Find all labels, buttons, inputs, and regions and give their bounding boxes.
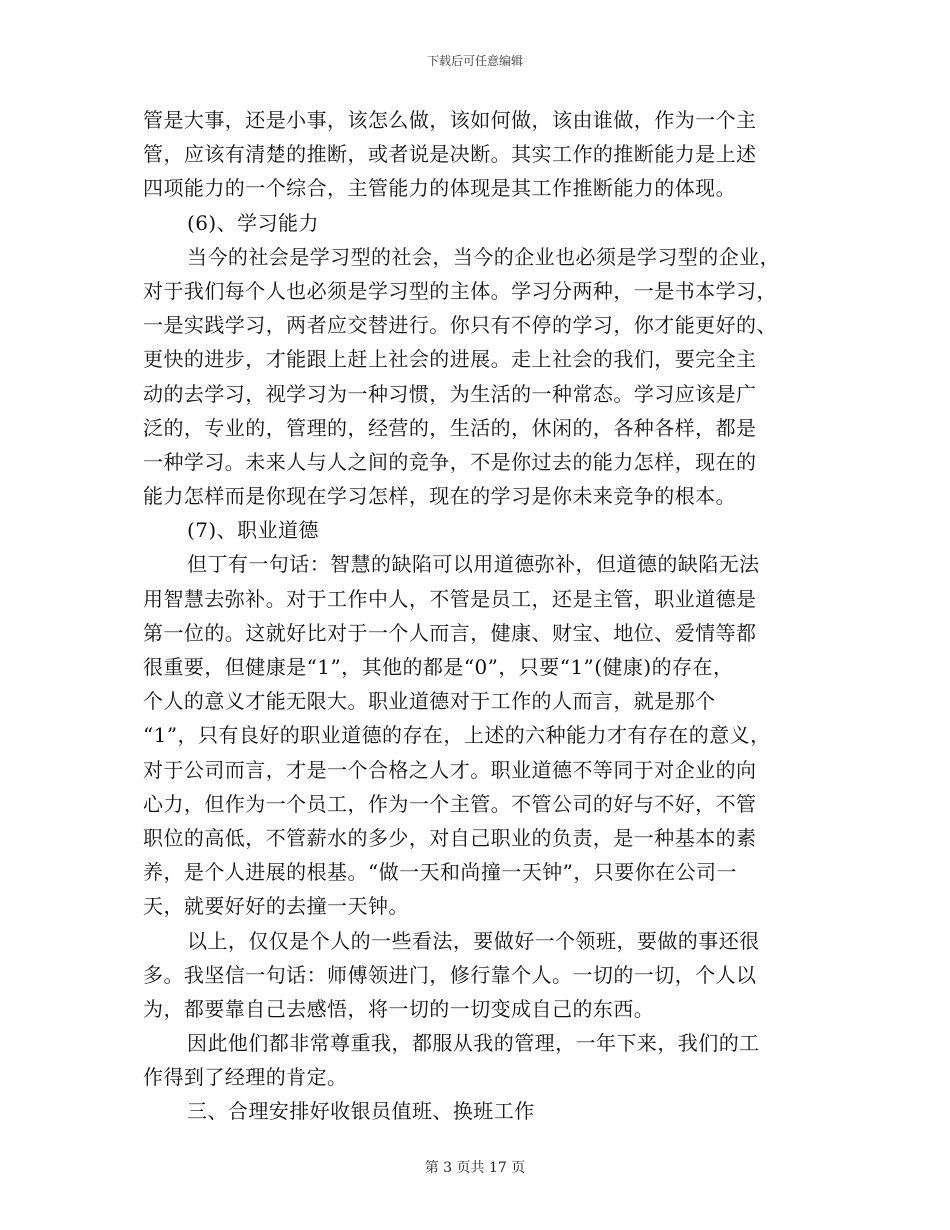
- text-line: 用智慧去弥补。对于工作中人，不管是员工，还是主管，职业道德是: [143, 586, 757, 611]
- text-line: 很重要，但健康是“1”，其他的都是“0”，只要“1”(健康)的存在，: [143, 655, 734, 679]
- document-body: [143, 103, 823, 1129]
- text-line: 第一位的。这就好比对于一个人而言，健康、财宝、地位、爱情等都: [143, 620, 757, 645]
- text-line: 作得到了经理的肯定。: [143, 1065, 348, 1090]
- text-line: 更快的进步，才能跟上赶上社会的进展。走上社会的我们，要完全主: [143, 347, 757, 372]
- text-line: 个人的意义才能无限大。职业道德对于工作的人而言，就是那个: [143, 689, 716, 714]
- page-footer: 第 3 页共 17 页: [424, 1160, 526, 1176]
- text-line: 管是大事，还是小事，该怎么做，该如何做，该由谁做，作为一个主: [143, 108, 757, 132]
- text-line: 以上，仅仅是个人的一些看法，要做好一个领班，要做的事还很: [187, 928, 760, 953]
- section-heading: 三、合理安排好收银员值班、换班工作: [187, 1099, 535, 1124]
- text-line: 动的去学习，视学习为一种习惯，为生活的一种常态。学习应该是广: [143, 381, 757, 406]
- text-line: “1”，只有良好的职业道德的存在，上述的六种能力才有存在的意义，: [143, 723, 771, 748]
- text-line: 泛的，专业的，管理的，经营的，生活的，休闲的，各种各样，都是: [143, 415, 757, 440]
- text-line: 对于我们每个人也必须是学习型的主体。学习分两种，一是书本学习，: [143, 278, 777, 303]
- text-line: 对于公司而言，才是一个合格之人才。职业道德不等同于对企业的向: [143, 757, 757, 782]
- text-line: 当今的社会是学习型的社会，当今的企业也必须是学习型的企业，: [187, 244, 781, 269]
- section-heading: (6)、学习能力: [187, 210, 319, 235]
- text-line: 一种学习。未来人与人之间的竞争，不是你过去的能力怎样，现在的: [143, 449, 757, 474]
- text-line: 职位的高低，不管薪水的多少，对自己职业的负责，是一种基本的素: [143, 825, 757, 850]
- text-line: 管，应该有清楚的推断，或者说是决断。其实工作的推断能力是上述: [143, 142, 757, 167]
- page-header: 下载后可任意编辑: [426, 54, 523, 68]
- text-line: 多。我坚信一句话：师傅领进门，修行靠个人。一切的一切，个人以: [143, 962, 757, 987]
- section-heading: (7)、职业道德: [187, 518, 319, 543]
- text-line: 养，是个人进展的根基。“做一天和尚撞一天钟”，只要你在公司一: [143, 860, 737, 885]
- text-line: 为，都要靠自己去感悟，将一切的一切变成自己的东西。: [143, 996, 655, 1021]
- text-line: 但丁有一句话：智慧的缺陷可以用道德弥补，但道德的缺陷无法: [187, 552, 760, 577]
- text-line: 天，就要好好的去撞一天钟。: [143, 894, 409, 919]
- text-line: 一是实践学习，两者应交替进行。你只有不停的学习，你才能更好的、: [143, 313, 777, 338]
- text-line: 四项能力的一个综合，主管能力的体现是其工作推断能力的体现。: [143, 176, 737, 201]
- text-line: 能力怎样而是你现在学习怎样，现在的学习是你未来竞争的根本。: [143, 484, 737, 509]
- text-line: 因此他们都非常尊重我，都服从我的管理，一年下来，我们的工: [187, 1031, 760, 1056]
- text-line: 心力，但作为一个员工，作为一个主管。不管公司的好与不好，不管: [143, 791, 757, 816]
